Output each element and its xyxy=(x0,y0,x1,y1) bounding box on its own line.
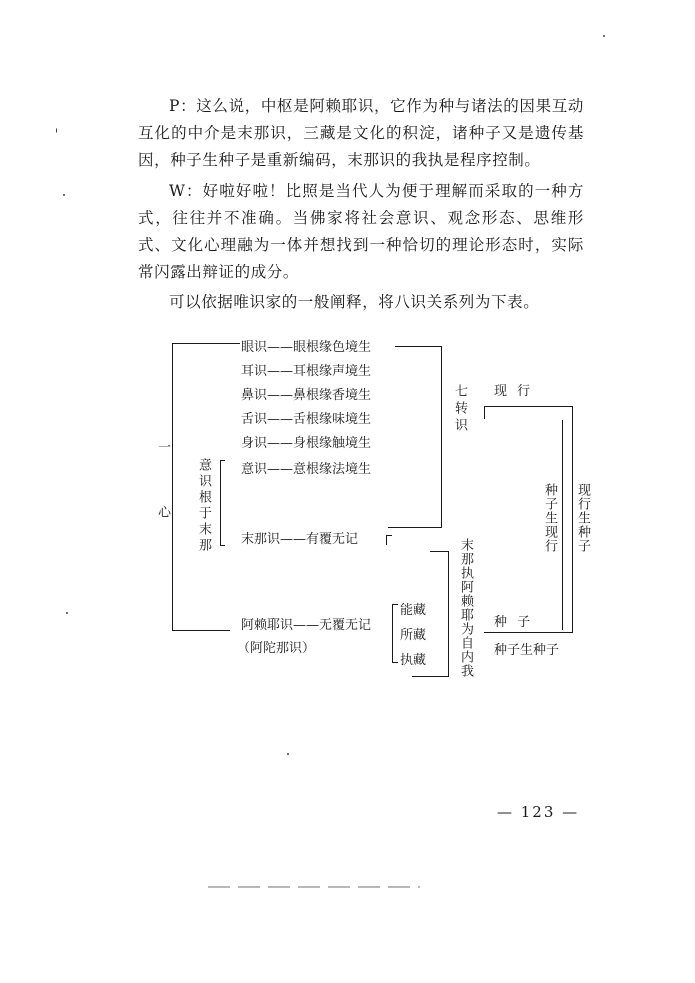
yixin-bracket-spine xyxy=(172,343,173,630)
xianxing-to-seed-label: 现行生种子 xyxy=(575,483,590,553)
mona-grasp-bottom xyxy=(412,676,449,677)
cycle-left xyxy=(562,420,563,630)
xianxing-line xyxy=(484,406,572,407)
yishi-basis-label: 意识根于末那 xyxy=(196,458,211,554)
scan-footer-artifact xyxy=(208,886,420,888)
storage-neng: 能藏 xyxy=(400,603,427,618)
seed-line xyxy=(484,632,573,633)
yishi-basis-bracket-bottom xyxy=(220,545,225,546)
alaya-row: 阿赖耶识——无覆无记 xyxy=(241,618,372,633)
paragraph-w: W：好啦好啦！比照是当代人为便于理解而采取的一种方式，往往并不准确。当佛家将社会意识、观念形态、思维形式、文化心理融为一体并想找到一种恰切的理论形态时，实际常闪露出辩证的成分。 xyxy=(138,182,584,281)
storage-bracket-spine xyxy=(392,604,393,662)
mona-grasp-top xyxy=(430,551,448,552)
row-mind: 意识——意根缘法境生 xyxy=(241,462,372,477)
storage-suo: 所藏 xyxy=(400,628,427,643)
seed-to-seed-label: 种子生种子 xyxy=(494,643,560,658)
seven-bracket-top xyxy=(395,346,441,347)
alaya-alias: （阿陀那识） xyxy=(237,641,316,656)
mona-grasp-spine xyxy=(448,551,449,676)
mona-bracket-spine xyxy=(386,535,387,545)
yixin-label: 一心 xyxy=(155,440,170,570)
storage-bracket-bottom xyxy=(392,662,398,663)
row-tongue: 舌识——舌根缘味境生 xyxy=(241,412,372,427)
seed-label: 种 子 xyxy=(494,615,534,630)
seven-turning-label: 七转识 xyxy=(452,384,467,435)
mona-grasp-label: 末那执阿赖耶为自内我 xyxy=(458,538,473,678)
seven-bracket-spine xyxy=(441,346,442,527)
scan-speck xyxy=(56,128,57,133)
scan-speck xyxy=(63,194,65,196)
cycle-right xyxy=(572,406,573,632)
row-nose: 鼻识——鼻根缘香境生 xyxy=(241,388,372,403)
scan-speck xyxy=(287,753,289,755)
scan-speck xyxy=(66,612,68,614)
seed-to-xianxing-label: 种子生现行 xyxy=(542,483,557,553)
yixin-bracket-bottom xyxy=(172,630,230,631)
row-ear: 耳识——耳根缘声境生 xyxy=(241,364,372,379)
xianxing-label: 现 行 xyxy=(494,384,534,399)
xianxing-drop xyxy=(484,406,485,419)
yixin-bracket-top xyxy=(172,343,240,344)
yishi-basis-bracket-spine xyxy=(220,460,221,546)
scan-speck xyxy=(603,35,605,37)
storage-zhi: 执藏 xyxy=(400,653,427,668)
seven-bracket-bottom xyxy=(388,527,442,528)
row-body: 身识——身根缘触境生 xyxy=(241,436,372,451)
paragraph-table-intro: 可以依据唯识家的一般阐释，将八识关系列为下表。 xyxy=(169,293,540,311)
page-number: — 123 — xyxy=(497,803,580,821)
mona-row: 末那识——有覆无记 xyxy=(241,532,359,547)
row-eye: 眼识——眼根缘色境生 xyxy=(241,340,372,355)
paragraph-p: P：这么说，中枢是阿赖耶识，它作为种与诸法的因果互动互化的中介是末那识，三藏是文化的积淀，诸种子又是遗传基因，种子生种子是重新编码，末那识的我执是程序控制。 xyxy=(138,97,584,169)
